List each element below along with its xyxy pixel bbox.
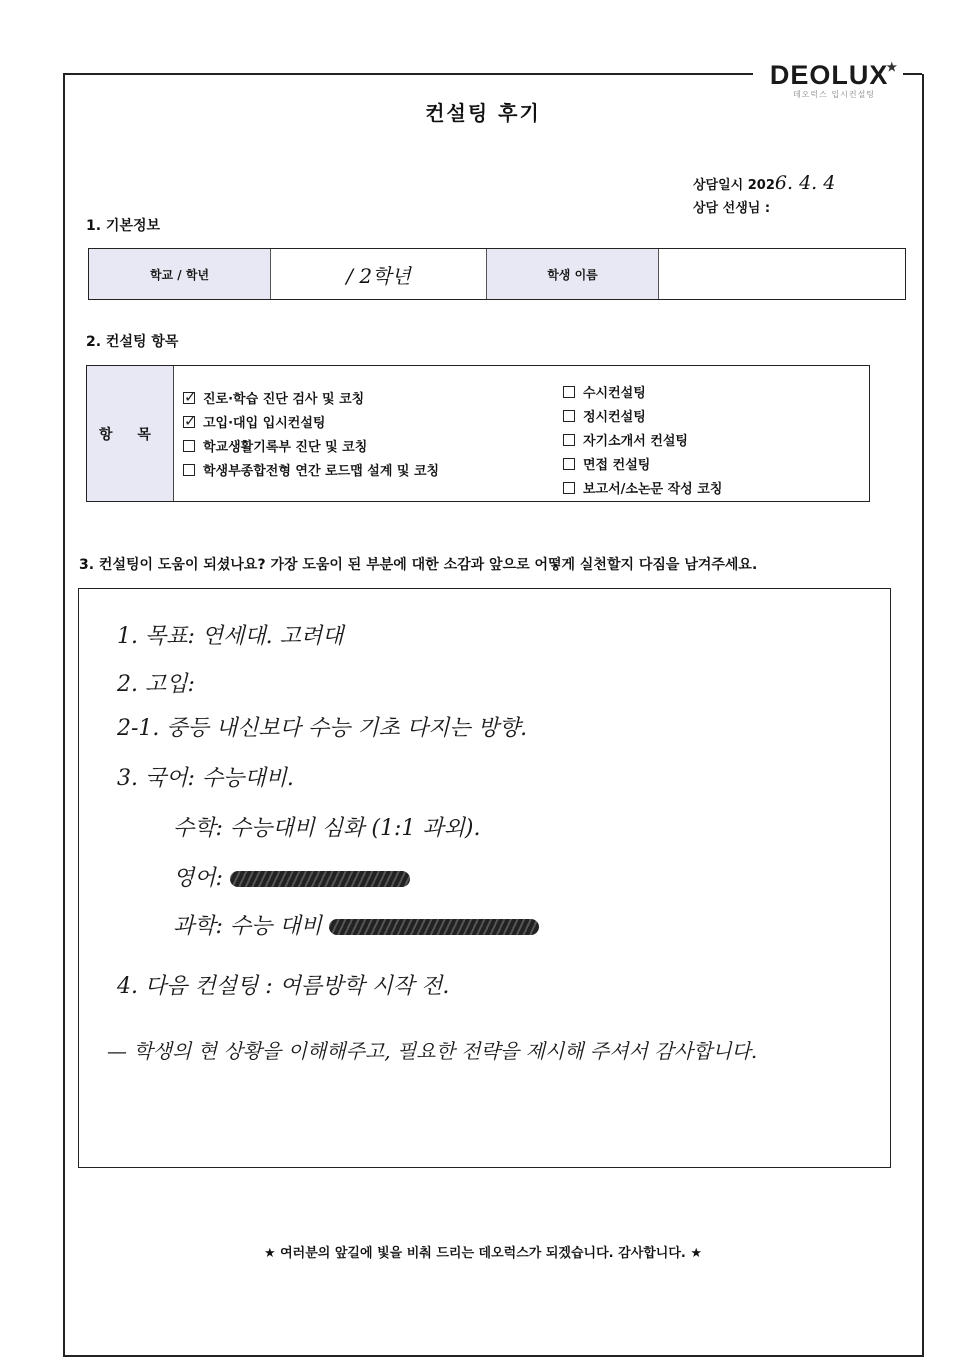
checkbox-icon <box>183 464 195 476</box>
consult-date-label: 상담일시 202 <box>693 178 775 193</box>
checkbox-icon <box>563 434 575 446</box>
student-name-value <box>659 249 905 299</box>
section-feedback-heading: 3. 컨설팅이 도움이 되셨나요? 가장 도움이 된 부분에 대한 소감과 앞으로 어떻게 실천할지 다짐을 남겨주세요. <box>79 557 758 573</box>
checklist-item: 학교생활기록부 진단 및 코칭 <box>183 436 439 460</box>
checkbox-checked-icon <box>183 416 195 428</box>
handwritten-line: 3. 국어: 수능대비. <box>117 766 294 791</box>
checkbox-icon <box>563 458 575 470</box>
handwritten-line: 과학: 수능 대비 <box>173 909 539 940</box>
consulting-items-table <box>86 365 870 502</box>
handwritten-line: 영어: <box>173 861 410 892</box>
document-title: 컨설팅 후기 <box>425 101 541 125</box>
consult-teacher-label: 상담 선생님 : <box>693 201 771 216</box>
consult-teacher <box>693 197 770 216</box>
checkbox-icon <box>563 482 575 494</box>
checklist-item: 보고서/소논문 작성 코칭 <box>563 478 722 502</box>
consult-date-value: 6. 4. 4 <box>774 172 836 194</box>
checkbox-checked-icon <box>183 392 195 404</box>
deolux-logo <box>764 60 904 100</box>
feedback-box <box>78 588 891 1168</box>
checkbox-icon <box>563 386 575 398</box>
basic-info-table <box>88 248 906 300</box>
checkbox-icon <box>183 440 195 452</box>
checkbox-icon <box>563 410 575 422</box>
checklist-item: ✓고입·대입 입시컨설팅 <box>183 412 439 436</box>
footer-message: ★ 여러분의 앞길에 빛을 비춰 드리는 데오럭스가 되겠습니다. 감사합니다. ★ <box>263 1246 703 1261</box>
consult-date <box>693 172 835 194</box>
items-right-column <box>563 382 722 502</box>
handwritten-line: 2-1. 중등 내신보다 수능 기초 다지는 방향. <box>117 716 528 741</box>
checklist-item: 학생부종합전형 연간 로드맵 설계 및 코칭 <box>183 460 439 484</box>
items-row-label: 항 목 <box>87 366 174 501</box>
handwritten-line: 1. 목표: 연세대. 고려대 <box>117 624 344 649</box>
redacted-scribble <box>230 871 410 887</box>
handwritten-line: 수학: 수능대비 심화 (1:1 과외). <box>173 816 481 841</box>
redacted-scribble <box>329 919 539 935</box>
logo-name: DEOLUX <box>769 60 889 90</box>
checklist-item: ✓진로·학습 진단 검사 및 코칭 <box>183 388 439 412</box>
checklist-item: 자기소개서 컨설팅 <box>563 430 722 454</box>
checklist-item: 면접 컨설팅 <box>563 454 722 478</box>
checklist-item: 수시컨설팅 <box>563 382 722 406</box>
checklist-item: 정시컨설팅 <box>563 406 722 430</box>
section-basic-info-heading: 1. 기본정보 <box>86 218 161 234</box>
handwritten-line: 4. 다음 컨설팅 : 여름방학 시작 전. <box>117 974 450 999</box>
school-grade-value: / 2학년 <box>271 249 487 299</box>
items-left-column <box>183 388 439 484</box>
logo-star-icon: ★ <box>886 60 899 74</box>
logo-tagline: 데오럭스 입시컨설팅 <box>792 90 876 99</box>
handwritten-line: — 학생의 현 상황을 이해해주고, 필요한 전략을 제시해 주셔서 감사합니다. <box>107 1039 758 1063</box>
student-name-label: 학생 이름 <box>487 249 659 299</box>
handwritten-line: 2. 고입: <box>117 672 195 697</box>
section-items-heading: 2. 컨설팅 항목 <box>86 334 179 350</box>
school-grade-label: 학교 / 학년 <box>89 249 271 299</box>
